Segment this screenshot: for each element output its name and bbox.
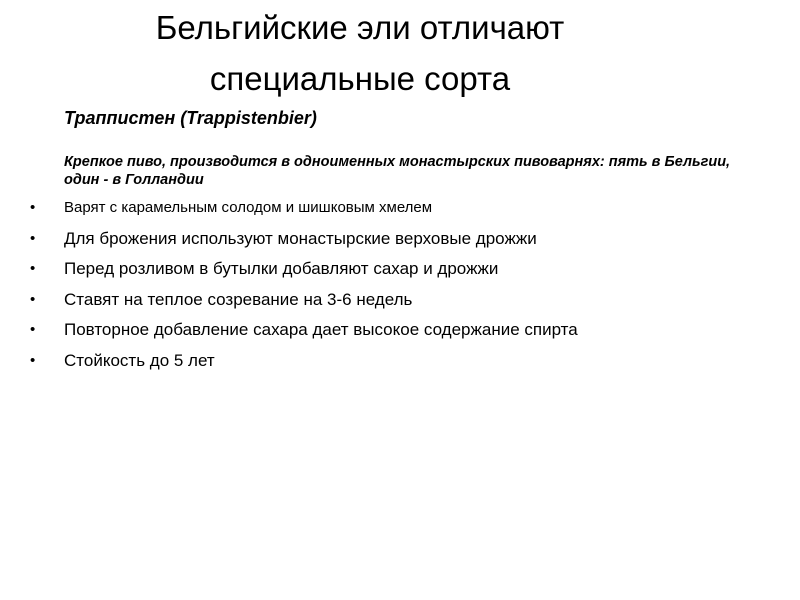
bullet-text: Для брожения используют монастырские верховые дрожжи — [64, 228, 537, 248]
bullet-item — [30, 350, 750, 372]
slide-title — [60, 2, 660, 104]
bullet-item — [30, 197, 750, 219]
bullet-text: Повторное добавление сахара дает высокое содержание спирта — [64, 320, 578, 339]
bullet-text: Варят с карамельным солодом и шишковым хмелем — [64, 199, 433, 216]
slide-title-line-1: Бельгийские эли отличают — [155, 9, 565, 46]
slide-description: Крепкое пиво, производится в одноименных монастырских пивоварнях: пять в Бельгии, один - в Голландии — [64, 154, 731, 188]
bullet-icon: • — [30, 321, 36, 338]
bullet-icon: • — [30, 229, 36, 247]
bullet-icon: • — [30, 199, 36, 216]
slide-title-line-2: специальные сорта — [209, 60, 511, 97]
bullet-icon: • — [30, 290, 36, 308]
bullet-item — [30, 319, 750, 341]
bullet-text: Ставят на теплое созревание на 3-6 недель — [64, 289, 413, 309]
bullet-item — [30, 258, 750, 280]
bullet-icon: • — [30, 351, 36, 369]
bullet-item — [30, 289, 750, 311]
bullet-text: Стойкость до 5 лет — [64, 350, 215, 370]
bullet-text: Перед розливом в бутылки добавляют сахар и дрожжи — [64, 259, 499, 278]
bullet-list — [30, 197, 750, 380]
slide-subtitle: Траппистен (Trappistenbier) — [64, 108, 317, 128]
bullet-item — [30, 228, 750, 250]
bullet-icon: • — [30, 260, 36, 277]
